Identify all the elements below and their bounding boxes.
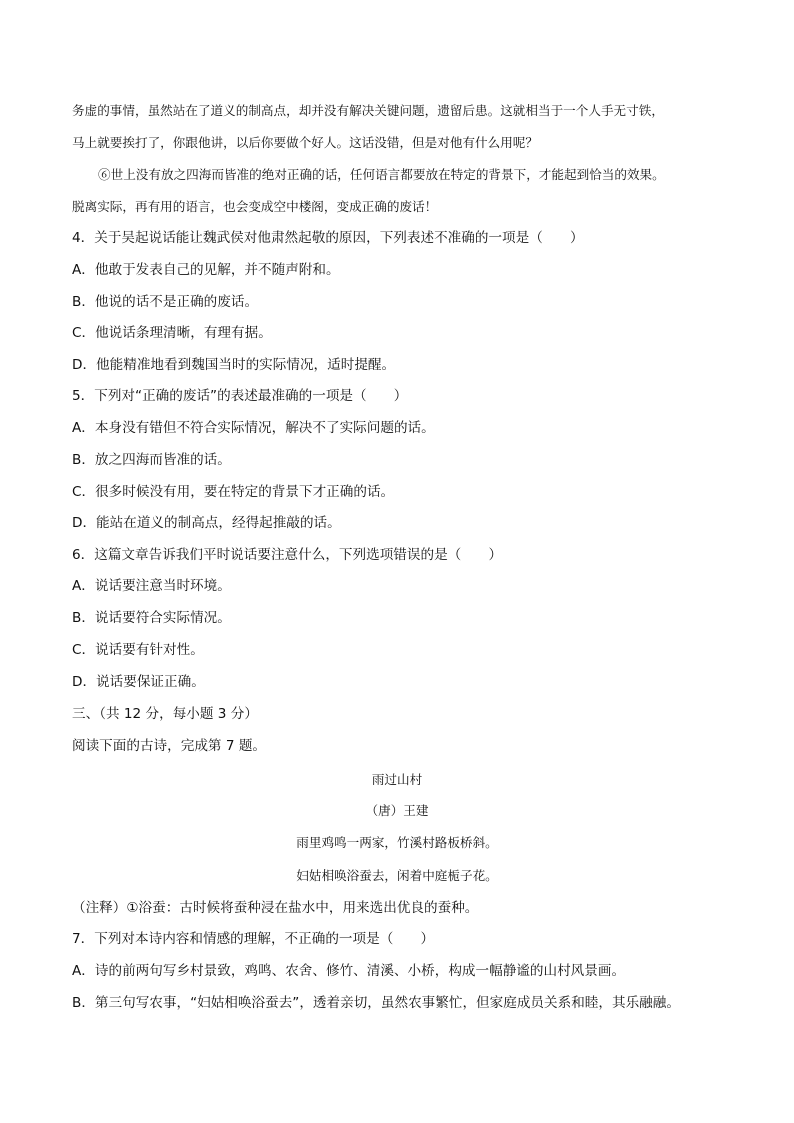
question-7-option-a: A．诗的前两句写乡村景致，鸡鸣、农舍、修竹、清溪、小桥，构成一幅静谧的山村风景画。: [72, 963, 626, 979]
poem-note: （注释）①浴蚕：古时候将蚕种浸在盐水中，用来选出优良的蚕种。: [72, 900, 479, 916]
question-6-option-d: D．说话要保证正确。: [72, 674, 205, 690]
question-5-stem: 5．下列对“正确的废话”的表述最准确的一项是（ ）: [72, 388, 408, 404]
question-4-option-b: B．他说的话不是正确的废话。: [72, 294, 259, 310]
question-5-option-c: C．很多时候没有用，要在特定的背景下才正确的话。: [72, 484, 395, 500]
question-6-option-b: B．说话要符合实际情况。: [72, 610, 231, 626]
poem-line: 雨里鸡鸣一两家，竹溪村路板桥斜。: [296, 835, 498, 850]
poem-line: 妇姑相唤浴蚕去，闲着中庭栀子花。: [296, 868, 498, 883]
question-6-stem: 6．这篇文章告诉我们平时说话要注意什么，下列选项错误的是（ ）: [72, 547, 503, 563]
question-4-option-c: C．他说话条理清晰，有理有据。: [72, 325, 272, 341]
question-5-option-b: B．放之四海而皆准的话。: [72, 452, 231, 468]
question-4-option-d: D．他能精准地看到魏国当时的实际情况，适时提醒。: [72, 357, 396, 373]
passage-paragraph-6: ⑥世上没有放之四海而皆准的绝对正确的话，任何语言都要放在特定的背景下，才能起到恰当的效果。: [98, 167, 665, 182]
passage-line: 马上就要挨打了，你跟他讲，以后你要做个好人。这话没错，但是对他有什么用呢？: [72, 135, 538, 150]
question-6-option-c: C．说话要有针对性。: [72, 642, 204, 658]
poem-title: 雨过山村: [371, 772, 423, 787]
question-4-stem: 4．关于吴起说话能让魏武侯对他肃然起敬的原因，下列表述不准确的一项是（ ）: [72, 230, 584, 246]
question-4-option-a: A．他敢于发表自己的见解，并不随声附和。: [72, 262, 340, 278]
poem-author: （唐）王建: [365, 803, 429, 818]
question-5-option-d: D．能站在道义的制高点，经得起推敲的话。: [72, 515, 341, 531]
passage-line: 脱离实际，再有用的语言，也会变成空中楼阁，变成正确的废话！: [72, 199, 438, 214]
section-3-instruction: 阅读下面的古诗，完成第 7 题。: [72, 738, 267, 754]
question-5-option-a: A．本身没有错但不符合实际情况，解决不了实际问题的话。: [72, 420, 435, 436]
question-6-option-a: A．说话要注意当时环境。: [72, 578, 231, 594]
passage-line: 务虚的事情，虽然站在了道义的制高点，却并没有解决关键问题，遗留后患。这就相当于一个人手无寸铁，: [72, 103, 664, 118]
question-7-stem: 7．下列对本诗内容和情感的理解，不正确的一项是（ ）: [72, 931, 435, 947]
question-7-option-b: B．第三句写农事，“妇姑相唤浴蚕去”，透着亲切，虽然农事繁忙，但家庭成员关系和睦，其乐融融。: [72, 995, 680, 1011]
section-3-heading: 三、（共 12 分，每小题 3 分）: [72, 706, 258, 722]
